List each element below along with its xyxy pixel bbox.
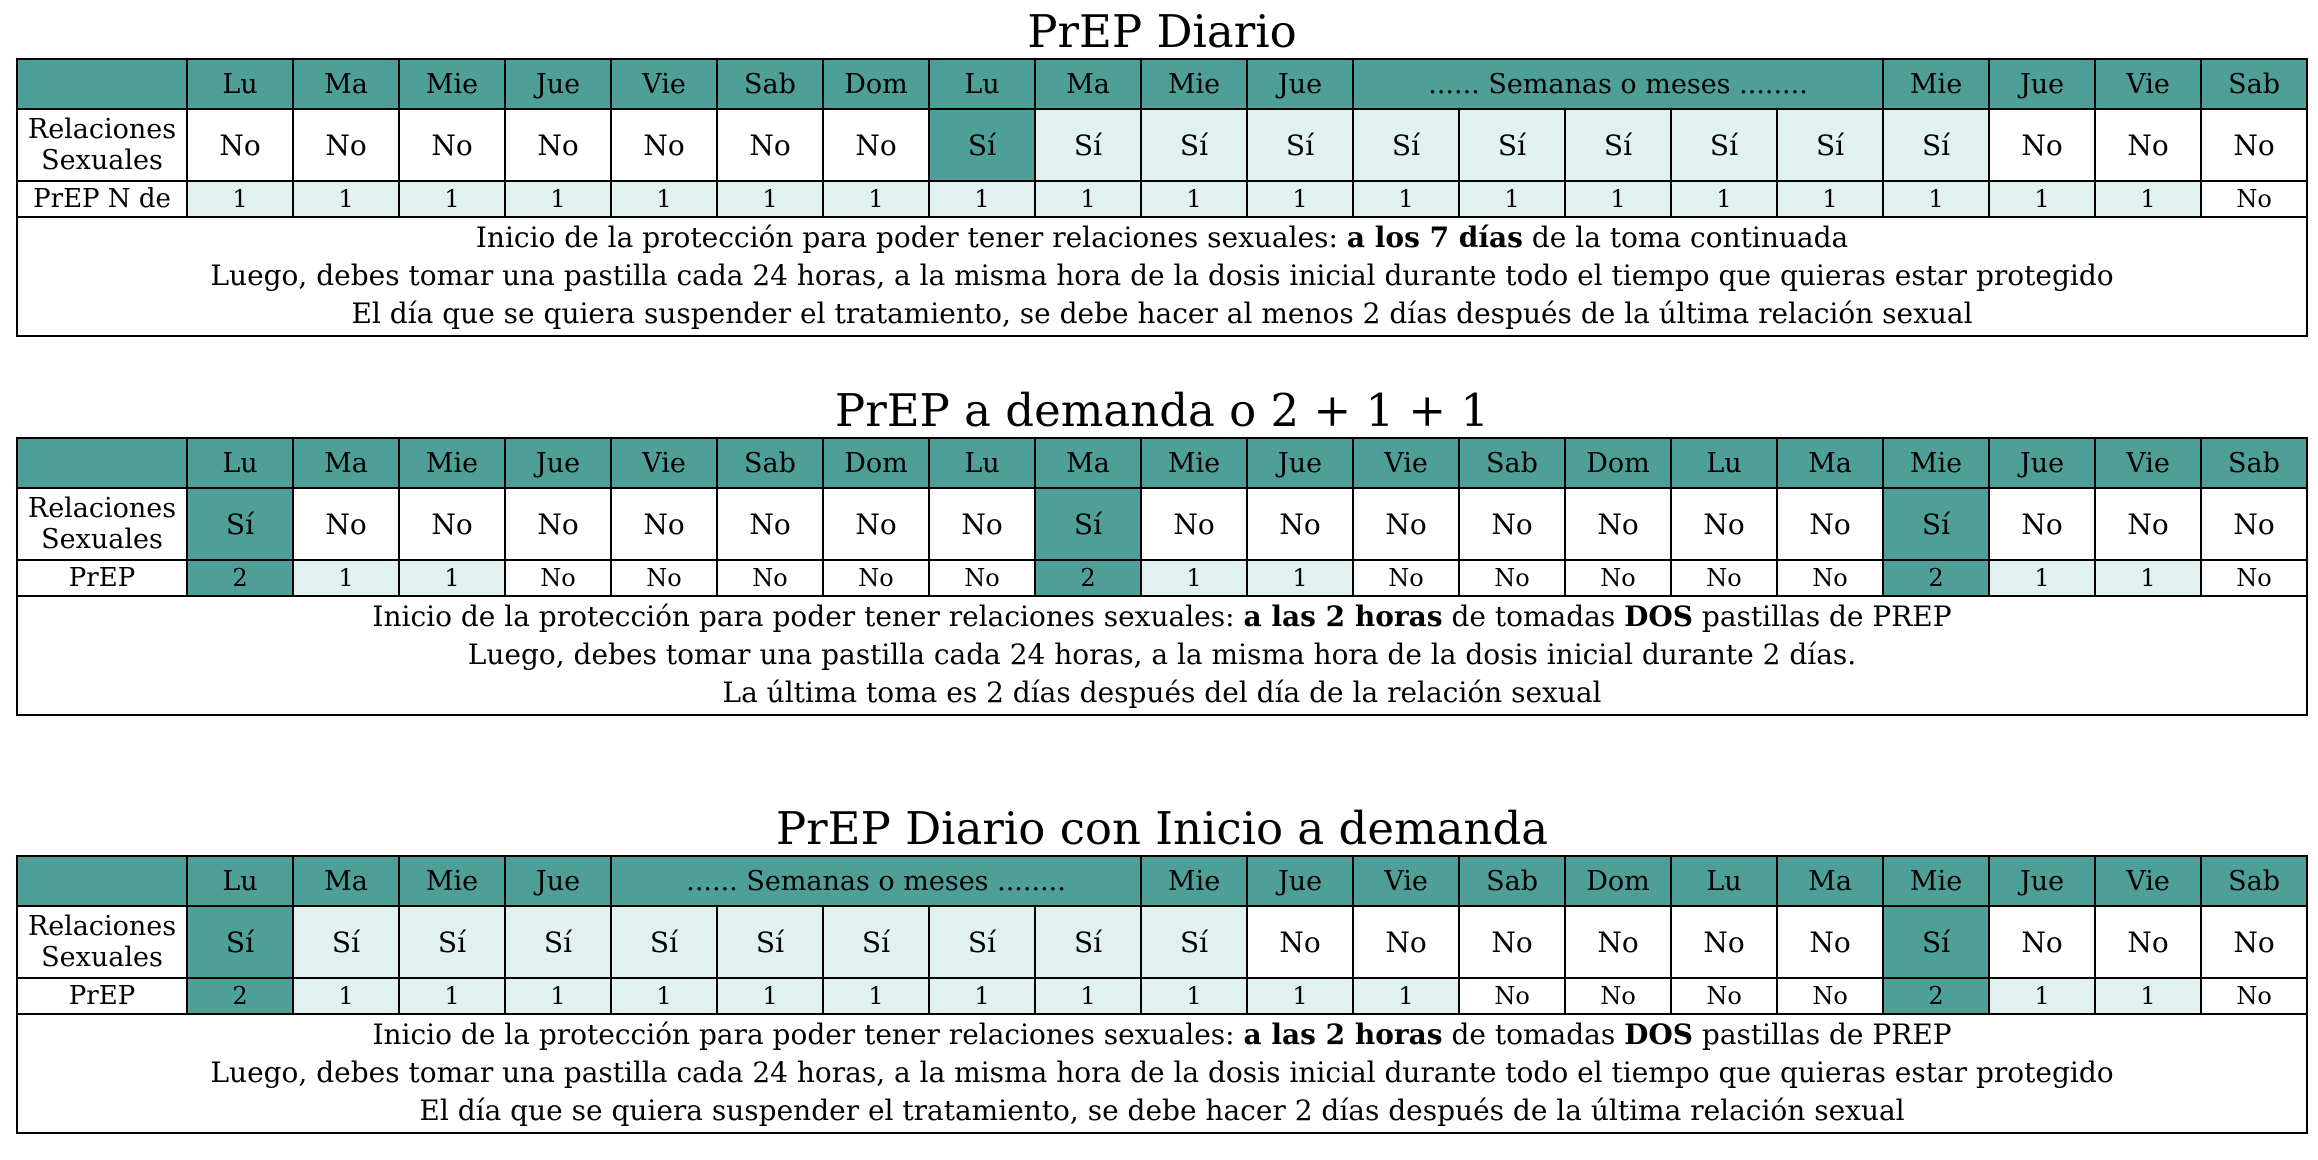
relaciones-cell: No (823, 488, 929, 560)
prep-dose-cell: 1 (2095, 181, 2201, 217)
day-header-cell: Mie (1883, 59, 1989, 109)
prep-dose-cell: 2 (187, 978, 293, 1014)
section-title: PrEP Diario (1027, 5, 1297, 58)
prep-dose-cell: 1 (1247, 181, 1353, 217)
prep-dose-cell: No (1777, 560, 1883, 596)
section-title: PrEP Diario con Inicio a demanda (775, 802, 1549, 855)
relaciones-row (17, 109, 2307, 181)
prep-dose-cell: 1 (717, 181, 823, 217)
relaciones-cell: No (1353, 906, 1459, 978)
relaciones-cell: Sí (611, 906, 717, 978)
relaciones-cell: No (1565, 906, 1671, 978)
day-header-cell: Mie (399, 856, 505, 906)
prep-dose-cell: No (1671, 978, 1777, 1014)
day-header-row (17, 856, 2307, 906)
relaciones-cell: No (1671, 488, 1777, 560)
schedule-section-on-demand (16, 385, 2308, 716)
relaciones-cell: No (2095, 109, 2201, 181)
relaciones-cell: Sí (1353, 109, 1459, 181)
note-text: de la toma continuada (1522, 221, 1849, 254)
note-text: Luego, debes tomar una pastilla cada 24 horas, a la misma hora de la dosis inicial durante todo el tiempo que quieras estar protegido (210, 259, 2114, 292)
prep-label: PrEP N de (17, 181, 187, 217)
day-header-cell: Lu (187, 59, 293, 109)
day-header-cell: Sab (1459, 438, 1565, 488)
prep-dose-cell: 1 (1035, 181, 1141, 217)
day-header-cell: Vie (611, 59, 717, 109)
relaciones-row (17, 906, 2307, 978)
day-header-cell: Ma (1035, 59, 1141, 109)
prep-dose-cell: No (1459, 978, 1565, 1014)
day-header-cell: ...... Semanas o meses ........ (1353, 59, 1883, 109)
relaciones-cell: Sí (1883, 109, 1989, 181)
note-text: La última toma es 2 días después del día de la relación sexual (722, 676, 1602, 709)
day-header-cell: Mie (399, 438, 505, 488)
day-header-cell: Sab (717, 59, 823, 109)
day-header-cell: Lu (1671, 438, 1777, 488)
relaciones-cell: No (293, 109, 399, 181)
note-text: El día que se quiera suspender el tratamiento, se debe hacer al menos 2 días después de la última relación sexual (351, 297, 1973, 330)
relaciones-cell: Sí (1565, 109, 1671, 181)
notes-row (17, 1014, 2307, 1133)
relaciones-cell: No (717, 488, 823, 560)
relaciones-cell: Sí (187, 906, 293, 978)
header-corner-cell (17, 856, 187, 906)
day-header-cell: Jue (1247, 438, 1353, 488)
day-header-cell: ...... Semanas o meses ........ (611, 856, 1141, 906)
note-line (18, 636, 2306, 674)
relaciones-cell: Sí (1141, 109, 1247, 181)
notes-cell (17, 1014, 2307, 1133)
prep-label: PrEP (17, 560, 187, 596)
schedule-table (16, 437, 2308, 716)
prep-dose-cell: No (505, 560, 611, 596)
notes-cell (17, 217, 2307, 336)
prep-dose-cell: 1 (505, 978, 611, 1014)
relaciones-cell: No (2201, 906, 2307, 978)
prep-dose-cell: 1 (1353, 181, 1459, 217)
relaciones-cell: No (505, 488, 611, 560)
day-header-cell: Jue (1989, 438, 2095, 488)
relaciones-cell: Sí (929, 906, 1035, 978)
schedule-section-daily (16, 6, 2308, 337)
day-header-cell: Vie (2095, 438, 2201, 488)
note-line (18, 295, 2306, 333)
prep-dose-cell: 1 (1989, 978, 2095, 1014)
relaciones-cell: No (399, 488, 505, 560)
day-header-cell: Vie (2095, 59, 2201, 109)
relaciones-cell: No (611, 109, 717, 181)
header-corner-cell (17, 59, 187, 109)
relaciones-cell: Sí (293, 906, 399, 978)
relaciones-label: Relaciones Sexuales (17, 109, 187, 181)
relaciones-row (17, 488, 2307, 560)
day-header-cell: Dom (823, 438, 929, 488)
day-header-cell: Lu (187, 438, 293, 488)
prep-dose-cell: 1 (823, 978, 929, 1014)
note-text: Luego, debes tomar una pastilla cada 24 horas, a la misma hora de la dosis inicial durante todo el tiempo que quieras estar protegido (210, 1056, 2114, 1089)
note-line (18, 598, 2306, 636)
relaciones-cell: No (1989, 488, 2095, 560)
note-text: El día que se quiera suspender el tratamiento, se debe hacer 2 días después de la última relación sexual (419, 1094, 1905, 1127)
note-text: de tomadas (1442, 1018, 1625, 1051)
note-bold: a las 2 horas (1243, 1018, 1443, 1051)
prep-dose-cell: No (1671, 560, 1777, 596)
notes-cell (17, 596, 2307, 715)
prep-dose-cell: 1 (399, 181, 505, 217)
relaciones-cell: No (2201, 109, 2307, 181)
prep-dose-cell: 1 (1141, 181, 1247, 217)
prep-dose-cell: 2 (1035, 560, 1141, 596)
note-bold: a los 7 días (1346, 221, 1523, 254)
prep-dose-cell: 1 (1989, 181, 2095, 217)
prep-dose-cell: No (2201, 978, 2307, 1014)
prep-dose-cell: No (1565, 978, 1671, 1014)
relaciones-cell: No (2201, 488, 2307, 560)
day-header-cell: Sab (1459, 856, 1565, 906)
prep-dose-cell: 2 (187, 560, 293, 596)
day-header-cell: Lu (187, 856, 293, 906)
note-line (18, 257, 2306, 295)
prep-dose-cell: 1 (1247, 560, 1353, 596)
prep-row (17, 181, 2307, 217)
day-header-cell: Mie (1141, 856, 1247, 906)
day-header-cell: Jue (1989, 856, 2095, 906)
notes-row (17, 596, 2307, 715)
prep-dose-cell: 1 (611, 181, 717, 217)
prep-dose-cell: 1 (1883, 181, 1989, 217)
note-line (18, 1016, 2306, 1054)
day-header-row (17, 59, 2307, 109)
schedule-section-daily-on-demand-start (16, 803, 2308, 1134)
day-header-cell: Mie (1883, 438, 1989, 488)
prep-dose-cell: 1 (1141, 560, 1247, 596)
relaciones-cell: No (1247, 488, 1353, 560)
relaciones-cell: Sí (929, 109, 1035, 181)
day-header-cell: Ma (1035, 438, 1141, 488)
prep-dose-cell: 1 (1565, 181, 1671, 217)
relaciones-cell: Sí (1141, 906, 1247, 978)
prep-dose-cell: 1 (505, 181, 611, 217)
prep-dose-cell: 1 (1247, 978, 1353, 1014)
relaciones-cell: Sí (1459, 109, 1565, 181)
day-header-cell: Dom (1565, 856, 1671, 906)
day-header-cell: Dom (1565, 438, 1671, 488)
prep-dose-cell: No (929, 560, 1035, 596)
day-header-cell: Ma (293, 856, 399, 906)
prep-dose-cell: No (1353, 560, 1459, 596)
day-header-cell: Vie (1353, 856, 1459, 906)
note-text: pastillas de PREP (1693, 600, 1952, 633)
day-header-cell: Ma (1777, 856, 1883, 906)
relaciones-cell: No (1353, 488, 1459, 560)
relaciones-cell: No (1989, 109, 2095, 181)
day-header-row (17, 438, 2307, 488)
prep-dose-cell: No (823, 560, 929, 596)
day-header-cell: Ma (293, 59, 399, 109)
relaciones-cell: Sí (1883, 488, 1989, 560)
prep-dose-cell: 1 (823, 181, 929, 217)
prep-dose-cell: 1 (399, 978, 505, 1014)
prep-row (17, 560, 2307, 596)
day-header-cell: Jue (505, 438, 611, 488)
relaciones-cell: No (929, 488, 1035, 560)
note-text: Inicio de la protección para poder tener relaciones sexuales: (475, 221, 1347, 254)
prep-label: PrEP (17, 978, 187, 1014)
relaciones-cell: Sí (1671, 109, 1777, 181)
relaciones-cell: No (2095, 488, 2201, 560)
prep-dose-cell: No (1777, 978, 1883, 1014)
prep-dose-cell: 1 (2095, 978, 2201, 1014)
prep-dose-cell: 1 (929, 181, 1035, 217)
day-header-cell: Mie (1141, 438, 1247, 488)
day-header-cell: Mie (1883, 856, 1989, 906)
relaciones-cell: Sí (505, 906, 611, 978)
prep-dose-cell: 1 (929, 978, 1035, 1014)
day-header-cell: Lu (1671, 856, 1777, 906)
relaciones-cell: No (1989, 906, 2095, 978)
day-header-cell: Mie (1141, 59, 1247, 109)
day-header-cell: Jue (1247, 856, 1353, 906)
day-header-cell: Mie (399, 59, 505, 109)
relaciones-cell: No (1671, 906, 1777, 978)
day-header-cell: Jue (1989, 59, 2095, 109)
day-header-cell: Dom (823, 59, 929, 109)
prep-dose-cell: 1 (1353, 978, 1459, 1014)
prep-dose-cell: 1 (293, 181, 399, 217)
relaciones-cell: Sí (1777, 109, 1883, 181)
relaciones-cell: No (1141, 488, 1247, 560)
day-header-cell: Ma (293, 438, 399, 488)
note-line (18, 1054, 2306, 1092)
note-text: Inicio de la protección para poder tener relaciones sexuales: (372, 600, 1244, 633)
relaciones-cell: No (717, 109, 823, 181)
prep-dose-cell: 2 (1883, 560, 1989, 596)
day-header-cell: Jue (505, 59, 611, 109)
prep-dose-cell: No (717, 560, 823, 596)
relaciones-cell: No (1565, 488, 1671, 560)
relaciones-cell: No (2095, 906, 2201, 978)
prep-dose-cell: No (1459, 560, 1565, 596)
day-header-cell: Sab (2201, 438, 2307, 488)
schedule-table (16, 58, 2308, 337)
note-bold: DOS (1624, 600, 1693, 633)
relaciones-cell: No (1459, 906, 1565, 978)
note-text: Luego, debes tomar una pastilla cada 24 horas, a la misma hora de la dosis inicial durante 2 días. (467, 638, 1857, 671)
day-header-cell: Lu (929, 438, 1035, 488)
prep-dose-cell: No (1565, 560, 1671, 596)
notes-row (17, 217, 2307, 336)
relaciones-cell: No (611, 488, 717, 560)
day-header-cell: Vie (1353, 438, 1459, 488)
day-header-cell: Ma (1777, 438, 1883, 488)
prep-dose-cell: 1 (611, 978, 717, 1014)
relaciones-cell: No (1247, 906, 1353, 978)
prep-dose-cell: 1 (1777, 181, 1883, 217)
prep-row (17, 978, 2307, 1014)
day-header-cell: Jue (1247, 59, 1353, 109)
prep-dose-cell: 1 (399, 560, 505, 596)
relaciones-cell: Sí (1247, 109, 1353, 181)
relaciones-label: Relaciones Sexuales (17, 488, 187, 560)
prep-dose-cell: 1 (1671, 181, 1777, 217)
note-text: pastillas de PREP (1693, 1018, 1952, 1051)
note-bold: DOS (1624, 1018, 1694, 1051)
schedule-table (16, 855, 2308, 1134)
header-corner-cell (17, 438, 187, 488)
relaciones-label: Relaciones Sexuales (17, 906, 187, 978)
note-bold: a las 2 horas (1243, 600, 1443, 633)
prep-dose-cell: 1 (293, 560, 399, 596)
prep-dose-cell: No (2201, 560, 2307, 596)
day-header-cell: Lu (929, 59, 1035, 109)
relaciones-cell: Sí (1883, 906, 1989, 978)
note-line (18, 219, 2306, 257)
day-header-cell: Vie (2095, 856, 2201, 906)
relaciones-cell: Sí (717, 906, 823, 978)
relaciones-cell: Sí (399, 906, 505, 978)
relaciones-cell: Sí (187, 488, 293, 560)
relaciones-cell: No (293, 488, 399, 560)
relaciones-cell: Sí (1035, 906, 1141, 978)
relaciones-cell: No (1459, 488, 1565, 560)
note-text: Inicio de la protección para poder tener relaciones sexuales: (372, 1018, 1244, 1051)
section-title: PrEP a demanda o 2 + 1 + 1 (834, 384, 1490, 437)
prep-dose-cell: 1 (1035, 978, 1141, 1014)
day-header-cell: Sab (2201, 59, 2307, 109)
relaciones-cell: No (823, 109, 929, 181)
prep-dose-cell: 1 (2095, 560, 2201, 596)
relaciones-cell: Sí (823, 906, 929, 978)
prep-dose-cell: 1 (1459, 181, 1565, 217)
relaciones-cell: No (1777, 906, 1883, 978)
relaciones-cell: No (399, 109, 505, 181)
relaciones-cell: Sí (1035, 488, 1141, 560)
note-text: de tomadas (1442, 600, 1625, 633)
relaciones-cell: Sí (1035, 109, 1141, 181)
prep-dose-cell: 1 (717, 978, 823, 1014)
note-line (18, 674, 2306, 712)
day-header-cell: Jue (505, 856, 611, 906)
relaciones-cell: No (505, 109, 611, 181)
relaciones-cell: No (187, 109, 293, 181)
day-header-cell: Sab (717, 438, 823, 488)
note-line (18, 1092, 2306, 1130)
prep-dose-cell: No (2201, 181, 2307, 217)
prep-dose-cell: 1 (1989, 560, 2095, 596)
relaciones-cell: No (1777, 488, 1883, 560)
prep-dose-cell: 1 (293, 978, 399, 1014)
day-header-cell: Sab (2201, 856, 2307, 906)
day-header-cell: Vie (611, 438, 717, 488)
prep-dose-cell: No (611, 560, 717, 596)
prep-dose-cell: 2 (1883, 978, 1989, 1014)
prep-dose-cell: 1 (1141, 978, 1247, 1014)
prep-dose-cell: 1 (187, 181, 293, 217)
